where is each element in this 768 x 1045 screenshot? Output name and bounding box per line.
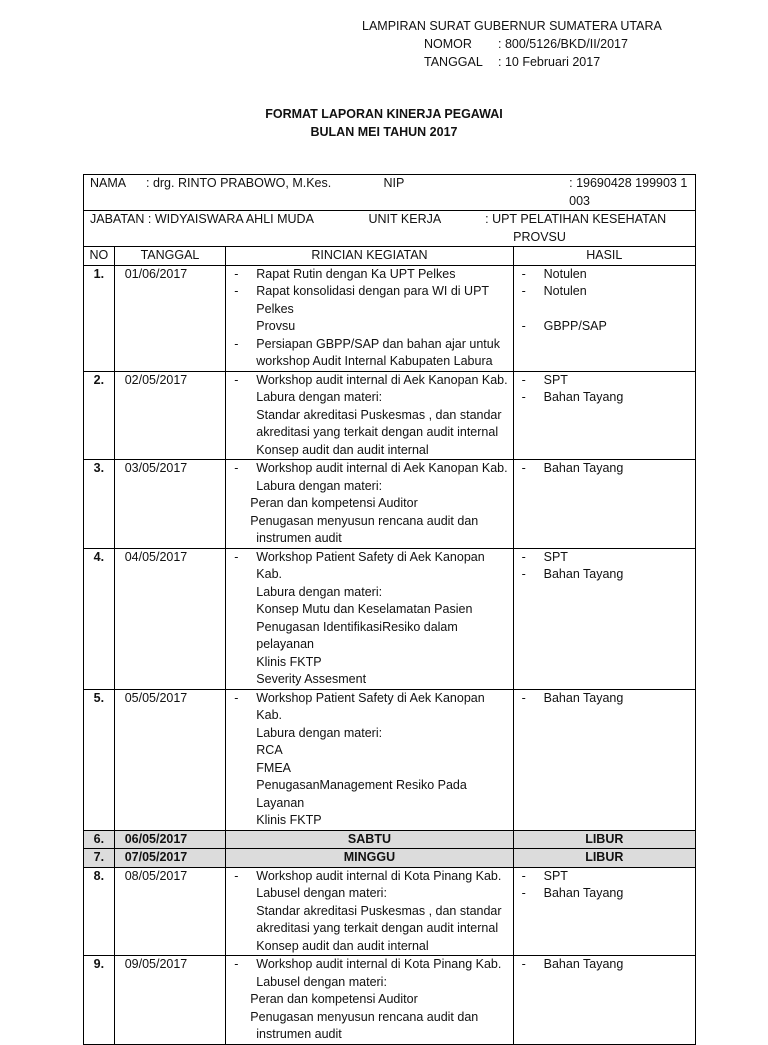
letter-header (362, 17, 662, 71)
row-tanggal: 08/05/2017 (114, 867, 226, 956)
hasil-line: Bahan Tayang (543, 957, 624, 971)
row-tanggal: 02/05/2017 (114, 371, 226, 460)
nomor-value: : 800/5126/BKD/II/2017 (498, 37, 628, 51)
hasil-line: SPT (543, 549, 568, 564)
hasil-line: Bahan Tayang (543, 886, 624, 900)
header-title: LAMPIRAN SURAT GUBERNUR SUMATERA UTARA (362, 19, 662, 33)
doc-title-line2: BULAN MEI TAHUN 2017 (310, 125, 458, 139)
col-hasil: HASIL (513, 247, 695, 266)
row-tanggal: 01/06/2017 (114, 265, 226, 371)
dash: - (521, 886, 526, 900)
row-hasil (513, 867, 695, 956)
rincian-line: RCA (256, 743, 283, 757)
rincian-line: Standar akreditasi Puskesmas , dan standar (256, 903, 502, 918)
table-row (84, 689, 696, 830)
row-rincian (226, 956, 513, 1045)
rincian-line: FMEA (256, 760, 292, 775)
nomor-label: NOMOR (424, 37, 472, 51)
row-hasil: LIBUR (513, 849, 695, 868)
row-no: 9. (84, 956, 115, 1045)
table-row-holiday (84, 830, 696, 849)
col-tanggal: TANGGAL (114, 247, 226, 266)
tanggal-label: TANGGAL (424, 55, 483, 69)
unit-label: UNIT KERJA (368, 212, 442, 226)
row-hasil (513, 460, 695, 549)
col-rincian: RINCIAN KEGIATAN (226, 247, 513, 266)
hasil-line: GBPP/SAP (543, 319, 607, 333)
dash: - (521, 461, 526, 475)
rincian-line: Labura dengan materi: (256, 584, 383, 599)
row-hasil (513, 548, 695, 689)
jabatan-value: : WIDYAISWARA AHLI MUDA (147, 212, 314, 226)
hasil-line: Notulen (543, 266, 587, 281)
row-rincian: SABTU (226, 830, 513, 849)
rincian-line: Konsep audit dan audit internal (256, 442, 429, 457)
rincian-line: Klinis FKTP (256, 654, 322, 669)
row-no: 3. (84, 460, 115, 549)
table-row (84, 867, 696, 956)
rincian-line: Severity Assesment (256, 672, 367, 686)
row-no: 4. (84, 548, 115, 689)
rincian-line: Workshop audit internal di Aek Kanopan Kab. (256, 372, 508, 387)
row-rincian (226, 689, 513, 830)
rincian-line: Peran dan kompetensi Auditor (250, 992, 418, 1006)
hasil-line: SPT (543, 372, 568, 387)
dash: - (234, 372, 239, 387)
row-no: 7. (84, 849, 115, 868)
hasil-line: Bahan Tayang (543, 567, 624, 581)
dash: - (521, 390, 526, 404)
table-row (84, 460, 696, 549)
row-hasil (513, 371, 695, 460)
rincian-line: Penugasan IdentifikasiResiko dalam pelayanan (256, 619, 458, 651)
row-rincian (226, 460, 513, 549)
rincian-line: Klinis FKTP (256, 813, 322, 827)
rincian-line: instrumen audit (256, 531, 342, 545)
row-rincian (226, 548, 513, 689)
dash: - (234, 868, 239, 883)
rincian-line: Standar akreditasi Puskesmas , dan standar (256, 407, 502, 422)
table-row (84, 548, 696, 689)
rincian-line: Workshop audit internal di Kota Pinang Kab. (256, 868, 502, 883)
rincian-line: Labura dengan materi: (256, 725, 383, 740)
rincian-line: Workshop audit internal di Kota Pinang Kab. (256, 957, 502, 971)
row-hasil (513, 265, 695, 371)
row-tanggal: 05/05/2017 (114, 689, 226, 830)
row-tanggal: 09/05/2017 (114, 956, 226, 1045)
hasil-line: Bahan Tayang (543, 390, 624, 404)
hasil-line: Bahan Tayang (543, 690, 624, 705)
dash: - (521, 567, 526, 581)
rincian-line: Penugasan menyusun rencana audit dan (250, 1009, 479, 1024)
dash: - (521, 266, 526, 281)
table-row (84, 371, 696, 460)
dash: - (234, 266, 239, 281)
table-row (84, 265, 696, 371)
jabatan-label: JABATAN (90, 212, 145, 226)
doc-title-line1: FORMAT LAPORAN KINERJA PEGAWAI (265, 107, 503, 121)
dash: - (521, 549, 526, 564)
rincian-line: Labusel dengan materi: (256, 974, 387, 989)
rincian-line: workshop Audit Internal Kabupaten Labura (256, 354, 493, 368)
row-no: 2. (84, 371, 115, 460)
dash: - (234, 284, 239, 298)
rincian-line: Rapat konsolidasi dengan para WI di UPT Pelkes (256, 284, 489, 316)
row-no: 1. (84, 265, 115, 371)
info-row-jabatan (84, 211, 696, 247)
unit-value: : UPT PELATIHAN KESEHATAN PROVSU (485, 212, 667, 244)
rincian-line: Workshop Patient Safety di Aek Kanopan Kab. (256, 549, 485, 581)
dash: - (521, 868, 526, 883)
dash: - (234, 690, 239, 705)
rincian-line: Persiapan GBPP/SAP dan bahan ajar untuk (256, 336, 500, 351)
row-tanggal: 04/05/2017 (114, 548, 226, 689)
rincian-line: Workshop audit internal di Aek Kanopan Kab. (256, 461, 508, 475)
rincian-line: Provsu (256, 319, 296, 333)
col-no: NO (84, 247, 115, 266)
dash: - (521, 319, 526, 333)
rincian-line: Penugasan menyusun rencana audit dan (250, 513, 479, 528)
dash: - (521, 957, 526, 971)
info-row-nama (84, 175, 696, 211)
rincian-line: akreditasi yang terkait dengan audit internal (256, 921, 499, 935)
nama-value: : drg. RINTO PRABOWO, M.Kes. (146, 176, 332, 190)
report-table (83, 174, 696, 1045)
row-no: 5. (84, 689, 115, 830)
row-rincian: MINGGU (226, 849, 513, 868)
tanggal-value: : 10 Februari 2017 (498, 55, 601, 69)
rincian-line: Konsep Mutu dan Keselamatan Pasien (256, 602, 473, 616)
rincian-line: instrumen audit (256, 1027, 342, 1041)
rincian-line: Rapat Rutin dengan Ka UPT Pelkes (256, 266, 456, 281)
nip-label: NIP (383, 176, 405, 190)
dash: - (521, 284, 526, 298)
row-tanggal: 03/05/2017 (114, 460, 226, 549)
dash: - (234, 549, 239, 564)
nama-label: NAMA (90, 176, 127, 190)
dash: - (234, 336, 239, 351)
table-row-holiday (84, 849, 696, 868)
hasil-line: Notulen (543, 284, 587, 298)
row-hasil (513, 689, 695, 830)
row-tanggal: 06/05/2017 (114, 830, 226, 849)
row-rincian (226, 867, 513, 956)
table-header (84, 247, 696, 266)
rincian-line: Peran dan kompetensi Auditor (250, 496, 418, 510)
hasil-line: Bahan Tayang (543, 461, 624, 475)
nip-value: : 19690428 199903 1 003 (569, 176, 688, 208)
row-rincian (226, 371, 513, 460)
row-hasil: LIBUR (513, 830, 695, 849)
row-no: 8. (84, 867, 115, 956)
dash: - (521, 690, 526, 705)
rincian-line: akreditasi yang terkait dengan audit internal (256, 425, 499, 439)
row-tanggal: 07/05/2017 (114, 849, 226, 868)
rincian-line: Workshop Patient Safety di Aek Kanopan Kab. (256, 690, 485, 722)
dash: - (234, 957, 239, 971)
dash: - (234, 461, 239, 475)
rincian-line: Labura dengan materi: (256, 478, 383, 493)
rincian-line: Labusel dengan materi: (256, 886, 387, 900)
row-rincian (226, 265, 513, 371)
row-no: 6. (84, 830, 115, 849)
hasil-line: SPT (543, 868, 568, 883)
table-row (84, 956, 696, 1045)
rincian-line: PenugasanManagement Resiko Pada Layanan (256, 778, 467, 810)
rincian-line: Labura dengan materi: (256, 390, 383, 404)
dash: - (521, 372, 526, 387)
rincian-line: Konsep audit dan audit internal (256, 938, 429, 953)
row-hasil (513, 956, 695, 1045)
